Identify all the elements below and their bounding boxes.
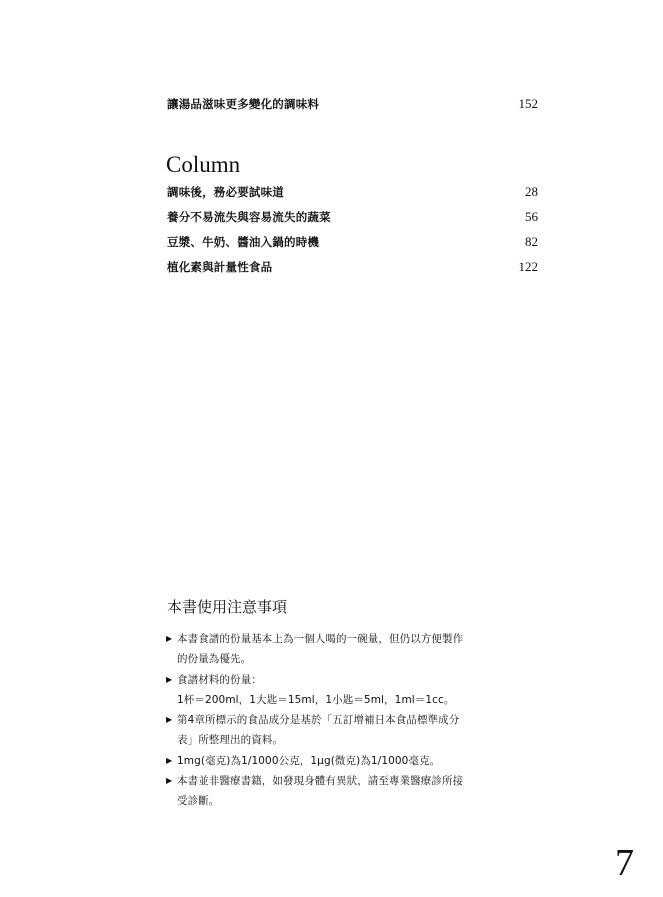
note-line: 本書並非醫療書籍，如發現身體有異狀，請至專業醫療診所接	[177, 775, 464, 788]
toc-entry-column-2	[167, 208, 538, 226]
note-item	[166, 751, 536, 771]
note-line: 的份量為優先。	[177, 653, 252, 666]
note-text	[177, 751, 440, 771]
note-line: 1杯＝200ml，1大匙＝15ml，1小匙＝5ml，1ml＝1cc。	[177, 693, 455, 706]
note-item	[166, 771, 536, 812]
note-item	[166, 629, 536, 670]
toc-entry-title: 讓湯品滋味更多變化的調味料	[167, 97, 320, 111]
note-line: 受診斷。	[177, 795, 220, 808]
note-text	[177, 629, 463, 670]
toc-entry-page: 152	[518, 96, 538, 111]
toc-entry-title: 養分不易流失與容易流失的蔬菜	[167, 210, 331, 224]
toc-entry-column-3	[167, 233, 538, 251]
note-text	[177, 771, 463, 812]
triangle-bullet-icon: ▶	[166, 776, 173, 786]
page-number: 7	[615, 842, 634, 884]
toc-entry-page: 56	[525, 209, 538, 224]
toc-entry-page: 28	[525, 184, 538, 199]
triangle-bullet-icon: ▶	[166, 755, 173, 765]
note-text	[177, 710, 459, 751]
triangle-bullet-icon: ▶	[166, 715, 173, 725]
note-text	[177, 670, 455, 711]
notes-list	[166, 629, 536, 812]
column-heading: Column	[166, 152, 241, 177]
note-line: 本書食譜的份量基本上為一個人喝的一碗量，但仍以方便製作	[177, 633, 464, 645]
triangle-bullet-icon: ▶	[166, 674, 173, 684]
note-item	[166, 710, 536, 751]
toc-entry-title: 調味後，務必要試味道	[167, 185, 284, 199]
notes-heading: 本書使用注意事項	[167, 598, 288, 616]
note-item	[166, 670, 536, 711]
toc-entry-page: 122	[518, 259, 538, 274]
toc-entry-page: 82	[525, 234, 538, 249]
note-line: 第4章所標示的食品成分是基於「五訂增補日本食品標準成分	[177, 714, 460, 727]
note-line: 1mg(毫克)為1/1000公克，1µg(微克)為1/1000毫克。	[177, 754, 441, 767]
note-line: 食譜材料的份量：	[177, 673, 262, 686]
toc-entry-column-1	[167, 183, 538, 201]
toc-entry-seasonings	[167, 95, 538, 113]
toc-entry-column-4	[167, 258, 538, 276]
toc-entry-title: 豆漿、牛奶、醬油入鍋的時機	[167, 235, 320, 249]
toc-entry-title: 植化素與計量性食品	[167, 260, 273, 274]
note-line: 表」所整理出的資料。	[177, 734, 283, 747]
triangle-bullet-icon: ▶	[166, 634, 173, 643]
